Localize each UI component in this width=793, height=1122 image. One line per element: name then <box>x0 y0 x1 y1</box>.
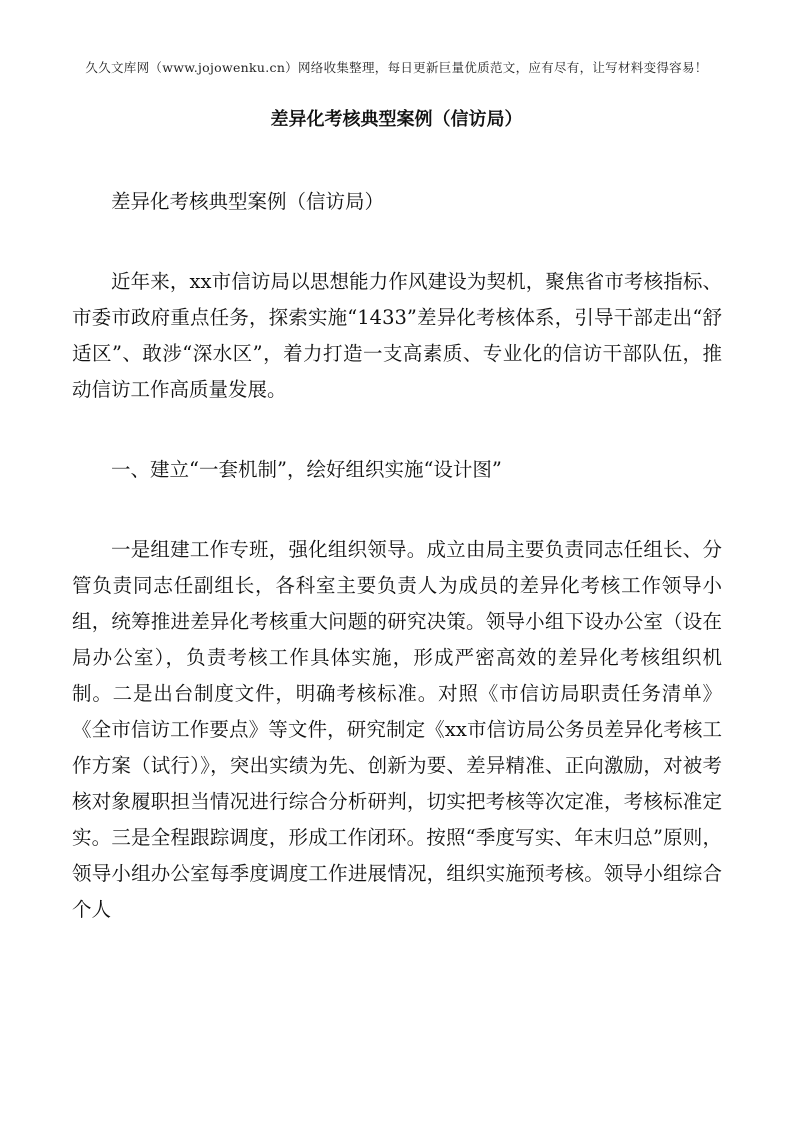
document-body <box>72 184 722 928</box>
body-paragraph: 一是组建工作专班，强化组织领导。成立由局主要负责同志任组长、分管负责同志任副组长，各科室主要负责人为成员的差异化考核工作领导小组，统筹推进差异化考核重大问题的研究决策。领导小组下设办公室（设在局办公室），负责考核工作具体实施，形成严密高效的差异化考核组织机制。二是出台制度文件，明确考核标准。对照《市信访局职责任务清单》《全市信访工作要点》等文件，研究制定《xx市信访局公务员差异化考核工作方案（试行）》，突出实绩为先、创新为要、差异精准、正向激励，对被考核对象履职担当情况进行综合分析研判，切实把考核等次定准，考核标准定实。三是全程跟踪调度，形成工作闭环。按照“季度写实、年末归总”原则，领导小组办公室每季度调度工作进展情况，组织实施预考核。领导小组综合个人 <box>72 538 722 921</box>
site-banner: 久久文库网（www.jojowenku.cn）网络收集整理，每日更新巨量优质范文，应有尽有，让写材料变得容易！ <box>85 60 708 75</box>
subtitle-paragraph: 差异化考核典型案例（信访局） <box>111 190 385 213</box>
section-heading: 一、建立“一套机制”，绘好组织实施“设计图” <box>111 458 502 481</box>
intro-paragraph: 近年来，xx市信访局以思想能力作风建设为契机，聚焦省市考核指标、市委市政府重点任务，探索实施“1433”差异化考核体系，引导干部走出“舒适区”、敢涉“深水区”，着力打造一支高素质、专业化的信访干部队伍，推动信访工作高质量发展。 <box>72 270 722 401</box>
document-title: 差异化考核典型案例（信访局） <box>270 109 523 130</box>
